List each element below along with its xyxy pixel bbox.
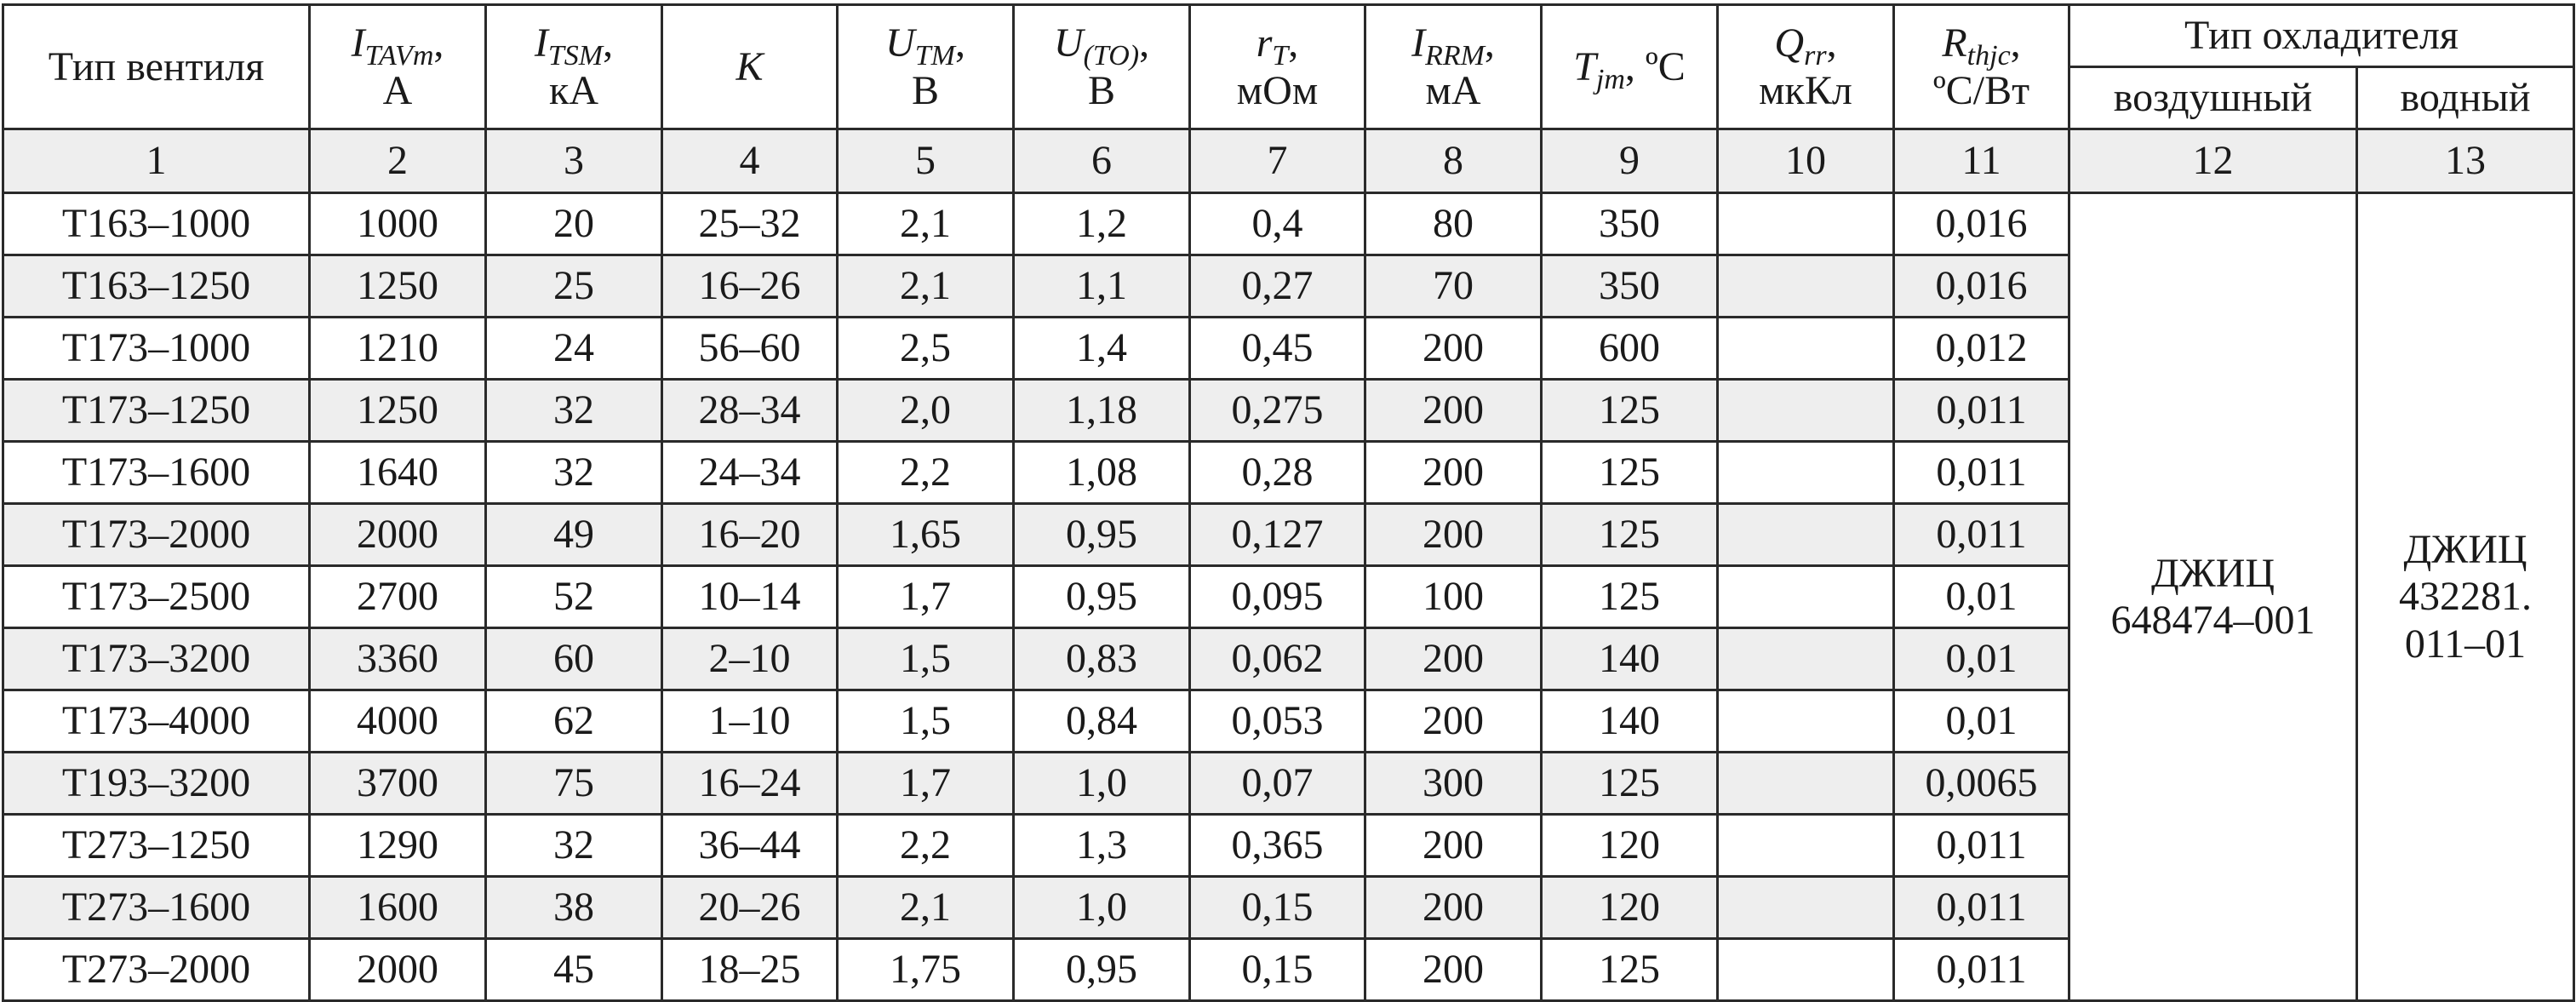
cell-rthjc: 0,011	[1894, 380, 2069, 442]
cell-k: 16–26	[662, 255, 838, 318]
cell-air-cooler	[2069, 193, 2357, 1001]
cell-rthjc: 0,016	[1894, 255, 2069, 318]
cell-qrr	[1718, 753, 1894, 815]
cell-valve-type: Т173–1600	[3, 442, 310, 504]
column-number: 1	[3, 129, 310, 193]
cell-tjm: 140	[1542, 628, 1718, 690]
cell-rthjc: 0,011	[1894, 877, 2069, 939]
cell-irrm: 200	[1365, 380, 1542, 442]
cell-rthjc: 0,012	[1894, 318, 2069, 380]
cell-k: 36–44	[662, 815, 838, 877]
cell-rthjc: 0,011	[1894, 442, 2069, 504]
cell-irrm: 200	[1365, 318, 1542, 380]
cell-qrr	[1718, 442, 1894, 504]
cell-tjm: 600	[1542, 318, 1718, 380]
cell-rthjc: 0,01	[1894, 566, 2069, 628]
cell-k: 18–25	[662, 939, 838, 1001]
cell-rt: 0,45	[1190, 318, 1365, 380]
cell-utm: 2,2	[838, 442, 1014, 504]
cell-utm: 2,1	[838, 193, 1014, 255]
cell-rt: 0,365	[1190, 815, 1365, 877]
col-header-unit: кА	[549, 67, 598, 113]
cell-utm: 2,5	[838, 318, 1014, 380]
cell-itavm: 4000	[310, 690, 486, 753]
cell-itavm: 2700	[310, 566, 486, 628]
cell-utm: 1,5	[838, 628, 1014, 690]
col-header-label: воздушный	[2113, 75, 2313, 121]
col-header-itavm	[310, 5, 486, 129]
col-header-symbol: K	[736, 43, 764, 89]
col-header-symbol: $I_{RRM}$,	[1411, 20, 1495, 72]
cell-rt: 0,127	[1190, 504, 1365, 566]
col-header-symbol: $Q_{rr}$,	[1774, 20, 1837, 72]
cell-valve-type: Т173–4000	[3, 690, 310, 753]
cell-rt: 0,28	[1190, 442, 1365, 504]
cell-rt: 0,15	[1190, 877, 1365, 939]
cell-uto: 0,83	[1014, 628, 1190, 690]
cell-k: 2–10	[662, 628, 838, 690]
col-header-symbol: $R_{thjc}$,	[1942, 20, 2021, 72]
cell-rthjc: 0,01	[1894, 690, 2069, 753]
column-number: 4	[662, 129, 838, 193]
table-body	[3, 129, 2574, 1001]
col-header-unit: мкКл	[1759, 67, 1852, 113]
cell-valve-type: Т173–3200	[3, 628, 310, 690]
cell-itsm: 62	[486, 690, 662, 753]
col-header-unit: мОм	[1236, 67, 1319, 113]
cell-itavm: 2000	[310, 939, 486, 1001]
cell-irrm: 200	[1365, 815, 1542, 877]
cell-rt: 0,275	[1190, 380, 1365, 442]
col-header-symbol: $U_{TM}$,	[885, 20, 965, 72]
cell-uto: 1,4	[1014, 318, 1190, 380]
cell-itavm: 1290	[310, 815, 486, 877]
cell-k: 25–32	[662, 193, 838, 255]
cell-k: 1–10	[662, 690, 838, 753]
cell-k: 24–34	[662, 442, 838, 504]
col-header-unit: мА	[1425, 67, 1481, 113]
cell-rthjc: 0,016	[1894, 193, 2069, 255]
cell-tjm: 120	[1542, 877, 1718, 939]
column-number: 5	[838, 129, 1014, 193]
cell-itavm: 1640	[310, 442, 486, 504]
cell-qrr	[1718, 815, 1894, 877]
col-header-utm	[838, 5, 1014, 129]
cell-valve-type: Т173–1250	[3, 380, 310, 442]
cell-rt: 0,095	[1190, 566, 1365, 628]
col-header-symbol: $U_{(TO)}$,	[1053, 20, 1150, 72]
column-number: 13	[2357, 129, 2574, 193]
column-number: 10	[1718, 129, 1894, 193]
cell-qrr	[1718, 193, 1894, 255]
col-header-qrr	[1718, 5, 1894, 129]
cell-tjm: 140	[1542, 690, 1718, 753]
cell-valve-type: Т163–1000	[3, 193, 310, 255]
column-number: 3	[486, 129, 662, 193]
cell-itsm: 32	[486, 442, 662, 504]
col-header-symbol: $I_{TAVm}$,	[351, 20, 444, 72]
cell-qrr	[1718, 566, 1894, 628]
cell-valve-type: Т173–2500	[3, 566, 310, 628]
cell-valve-type: Т273–1600	[3, 877, 310, 939]
cell-valve-type: Т273–2000	[3, 939, 310, 1001]
col-header-label: Тип вентиля	[48, 43, 265, 89]
column-number: 11	[1894, 129, 2069, 193]
cell-uto: 1,0	[1014, 753, 1190, 815]
cell-itsm: 45	[486, 939, 662, 1001]
cell-itavm: 3360	[310, 628, 486, 690]
col-header-air-cooler	[2069, 67, 2357, 129]
cell-itsm: 38	[486, 877, 662, 939]
cell-valve-type: Т173–1000	[3, 318, 310, 380]
cell-itsm: 75	[486, 753, 662, 815]
cell-itavm: 1210	[310, 318, 486, 380]
cell-k: 20–26	[662, 877, 838, 939]
col-header-symbol: $r_T$,	[1256, 20, 1299, 72]
cell-utm: 2,2	[838, 815, 1014, 877]
col-header-water-cooler	[2357, 67, 2574, 129]
cell-qrr	[1718, 877, 1894, 939]
cell-rthjc: 0,011	[1894, 504, 2069, 566]
column-number: 6	[1014, 129, 1190, 193]
cell-irrm: 100	[1365, 566, 1542, 628]
cell-itsm: 25	[486, 255, 662, 318]
cell-utm: 1,65	[838, 504, 1014, 566]
cell-uto: 0,95	[1014, 504, 1190, 566]
cooler-code-line: 648474–001	[2110, 598, 2316, 643]
cell-rt: 0,062	[1190, 628, 1365, 690]
cell-k: 56–60	[662, 318, 838, 380]
cell-utm: 1,5	[838, 690, 1014, 753]
header-row	[3, 5, 2574, 67]
column-number: 12	[2069, 129, 2357, 193]
cell-itsm: 20	[486, 193, 662, 255]
cell-itsm: 32	[486, 815, 662, 877]
cell-utm: 1,7	[838, 753, 1014, 815]
cooler-code-line: 432281.	[2399, 574, 2532, 620]
cell-tjm: 120	[1542, 815, 1718, 877]
col-header-unit: В	[911, 67, 939, 113]
cell-tjm: 350	[1542, 255, 1718, 318]
cell-itavm: 3700	[310, 753, 486, 815]
col-header-itsm	[486, 5, 662, 129]
cell-rt: 0,4	[1190, 193, 1365, 255]
cell-valve-type: Т163–1250	[3, 255, 310, 318]
cooler-code-line: ДЖИЦ	[2403, 527, 2527, 573]
col-header-unit: ºС/Вт	[1932, 67, 2030, 113]
cell-qrr	[1718, 255, 1894, 318]
col-header-rt	[1190, 5, 1365, 129]
cell-qrr	[1718, 504, 1894, 566]
cell-water-cooler	[2357, 193, 2574, 1001]
col-header-label: Тип охладителя	[2184, 13, 2459, 59]
col-header-label: водный	[2400, 75, 2531, 121]
cell-irrm: 200	[1365, 877, 1542, 939]
cell-itavm: 1250	[310, 380, 486, 442]
cell-qrr	[1718, 380, 1894, 442]
cell-irrm: 300	[1365, 753, 1542, 815]
cell-valve-type: Т273–1250	[3, 815, 310, 877]
cell-tjm: 125	[1542, 380, 1718, 442]
col-header-valve-type	[3, 5, 310, 129]
col-header-uto	[1014, 5, 1190, 129]
col-header-irrm	[1365, 5, 1542, 129]
column-number: 7	[1190, 129, 1365, 193]
cell-uto: 1,3	[1014, 815, 1190, 877]
column-number: 2	[310, 129, 486, 193]
cell-itavm: 1600	[310, 877, 486, 939]
cell-tjm: 125	[1542, 504, 1718, 566]
cell-irrm: 80	[1365, 193, 1542, 255]
cell-rt: 0,053	[1190, 690, 1365, 753]
cell-utm: 2,1	[838, 255, 1014, 318]
cell-rthjc: 0,0065	[1894, 753, 2069, 815]
cell-irrm: 200	[1365, 504, 1542, 566]
cell-itsm: 49	[486, 504, 662, 566]
table-row	[3, 193, 2574, 255]
cell-uto: 1,1	[1014, 255, 1190, 318]
cell-uto: 1,18	[1014, 380, 1190, 442]
cell-rthjc: 0,011	[1894, 815, 2069, 877]
cell-uto: 0,95	[1014, 939, 1190, 1001]
col-header-unit: В	[1087, 67, 1115, 113]
cell-rt: 0,15	[1190, 939, 1365, 1001]
cell-valve-type: Т193–3200	[3, 753, 310, 815]
cell-utm: 2,0	[838, 380, 1014, 442]
cell-itavm: 1000	[310, 193, 486, 255]
cell-utm: 1,7	[838, 566, 1014, 628]
cell-uto: 1,0	[1014, 877, 1190, 939]
col-header-tjm	[1542, 5, 1718, 129]
cell-itsm: 24	[486, 318, 662, 380]
cell-k: 16–24	[662, 753, 838, 815]
cell-qrr	[1718, 690, 1894, 753]
cell-utm: 1,75	[838, 939, 1014, 1001]
cell-irrm: 70	[1365, 255, 1542, 318]
column-number: 9	[1542, 129, 1718, 193]
cell-irrm: 200	[1365, 690, 1542, 753]
cell-utm: 2,1	[838, 877, 1014, 939]
cell-uto: 0,95	[1014, 566, 1190, 628]
cell-valve-type: Т173–2000	[3, 504, 310, 566]
thyristor-spec-table	[2, 3, 2575, 1002]
col-header-unit: А	[382, 67, 413, 113]
cell-uto: 1,2	[1014, 193, 1190, 255]
cell-itavm: 2000	[310, 504, 486, 566]
cell-irrm: 200	[1365, 628, 1542, 690]
col-header-symbol: $I_{TSM}$,	[534, 20, 614, 72]
cell-tjm: 125	[1542, 566, 1718, 628]
cell-tjm: 350	[1542, 193, 1718, 255]
cell-uto: 0,84	[1014, 690, 1190, 753]
col-header-k	[662, 5, 838, 129]
cell-k: 28–34	[662, 380, 838, 442]
cell-itavm: 1250	[310, 255, 486, 318]
cell-rt: 0,07	[1190, 753, 1365, 815]
cell-uto: 1,08	[1014, 442, 1190, 504]
cell-itsm: 52	[486, 566, 662, 628]
column-number: 8	[1365, 129, 1542, 193]
cell-rthjc: 0,011	[1894, 939, 2069, 1001]
cell-tjm: 125	[1542, 753, 1718, 815]
cell-itsm: 60	[486, 628, 662, 690]
col-header-symbol: $T_{jm}$, ºC	[1573, 43, 1686, 95]
cooler-code-line: ДЖИЦ	[2150, 550, 2275, 596]
column-number-row	[3, 129, 2574, 193]
cell-qrr	[1718, 939, 1894, 1001]
cooler-code-line: 011–01	[2404, 621, 2527, 667]
cell-qrr	[1718, 628, 1894, 690]
cell-tjm: 125	[1542, 939, 1718, 1001]
cell-irrm: 200	[1365, 442, 1542, 504]
col-header-rthjc	[1894, 5, 2069, 129]
col-header-cooler-group	[2069, 5, 2574, 67]
cell-k: 16–20	[662, 504, 838, 566]
cell-itsm: 32	[486, 380, 662, 442]
cell-rthjc: 0,01	[1894, 628, 2069, 690]
cell-irrm: 200	[1365, 939, 1542, 1001]
cell-qrr	[1718, 318, 1894, 380]
cell-k: 10–14	[662, 566, 838, 628]
cell-tjm: 125	[1542, 442, 1718, 504]
cell-rt: 0,27	[1190, 255, 1365, 318]
